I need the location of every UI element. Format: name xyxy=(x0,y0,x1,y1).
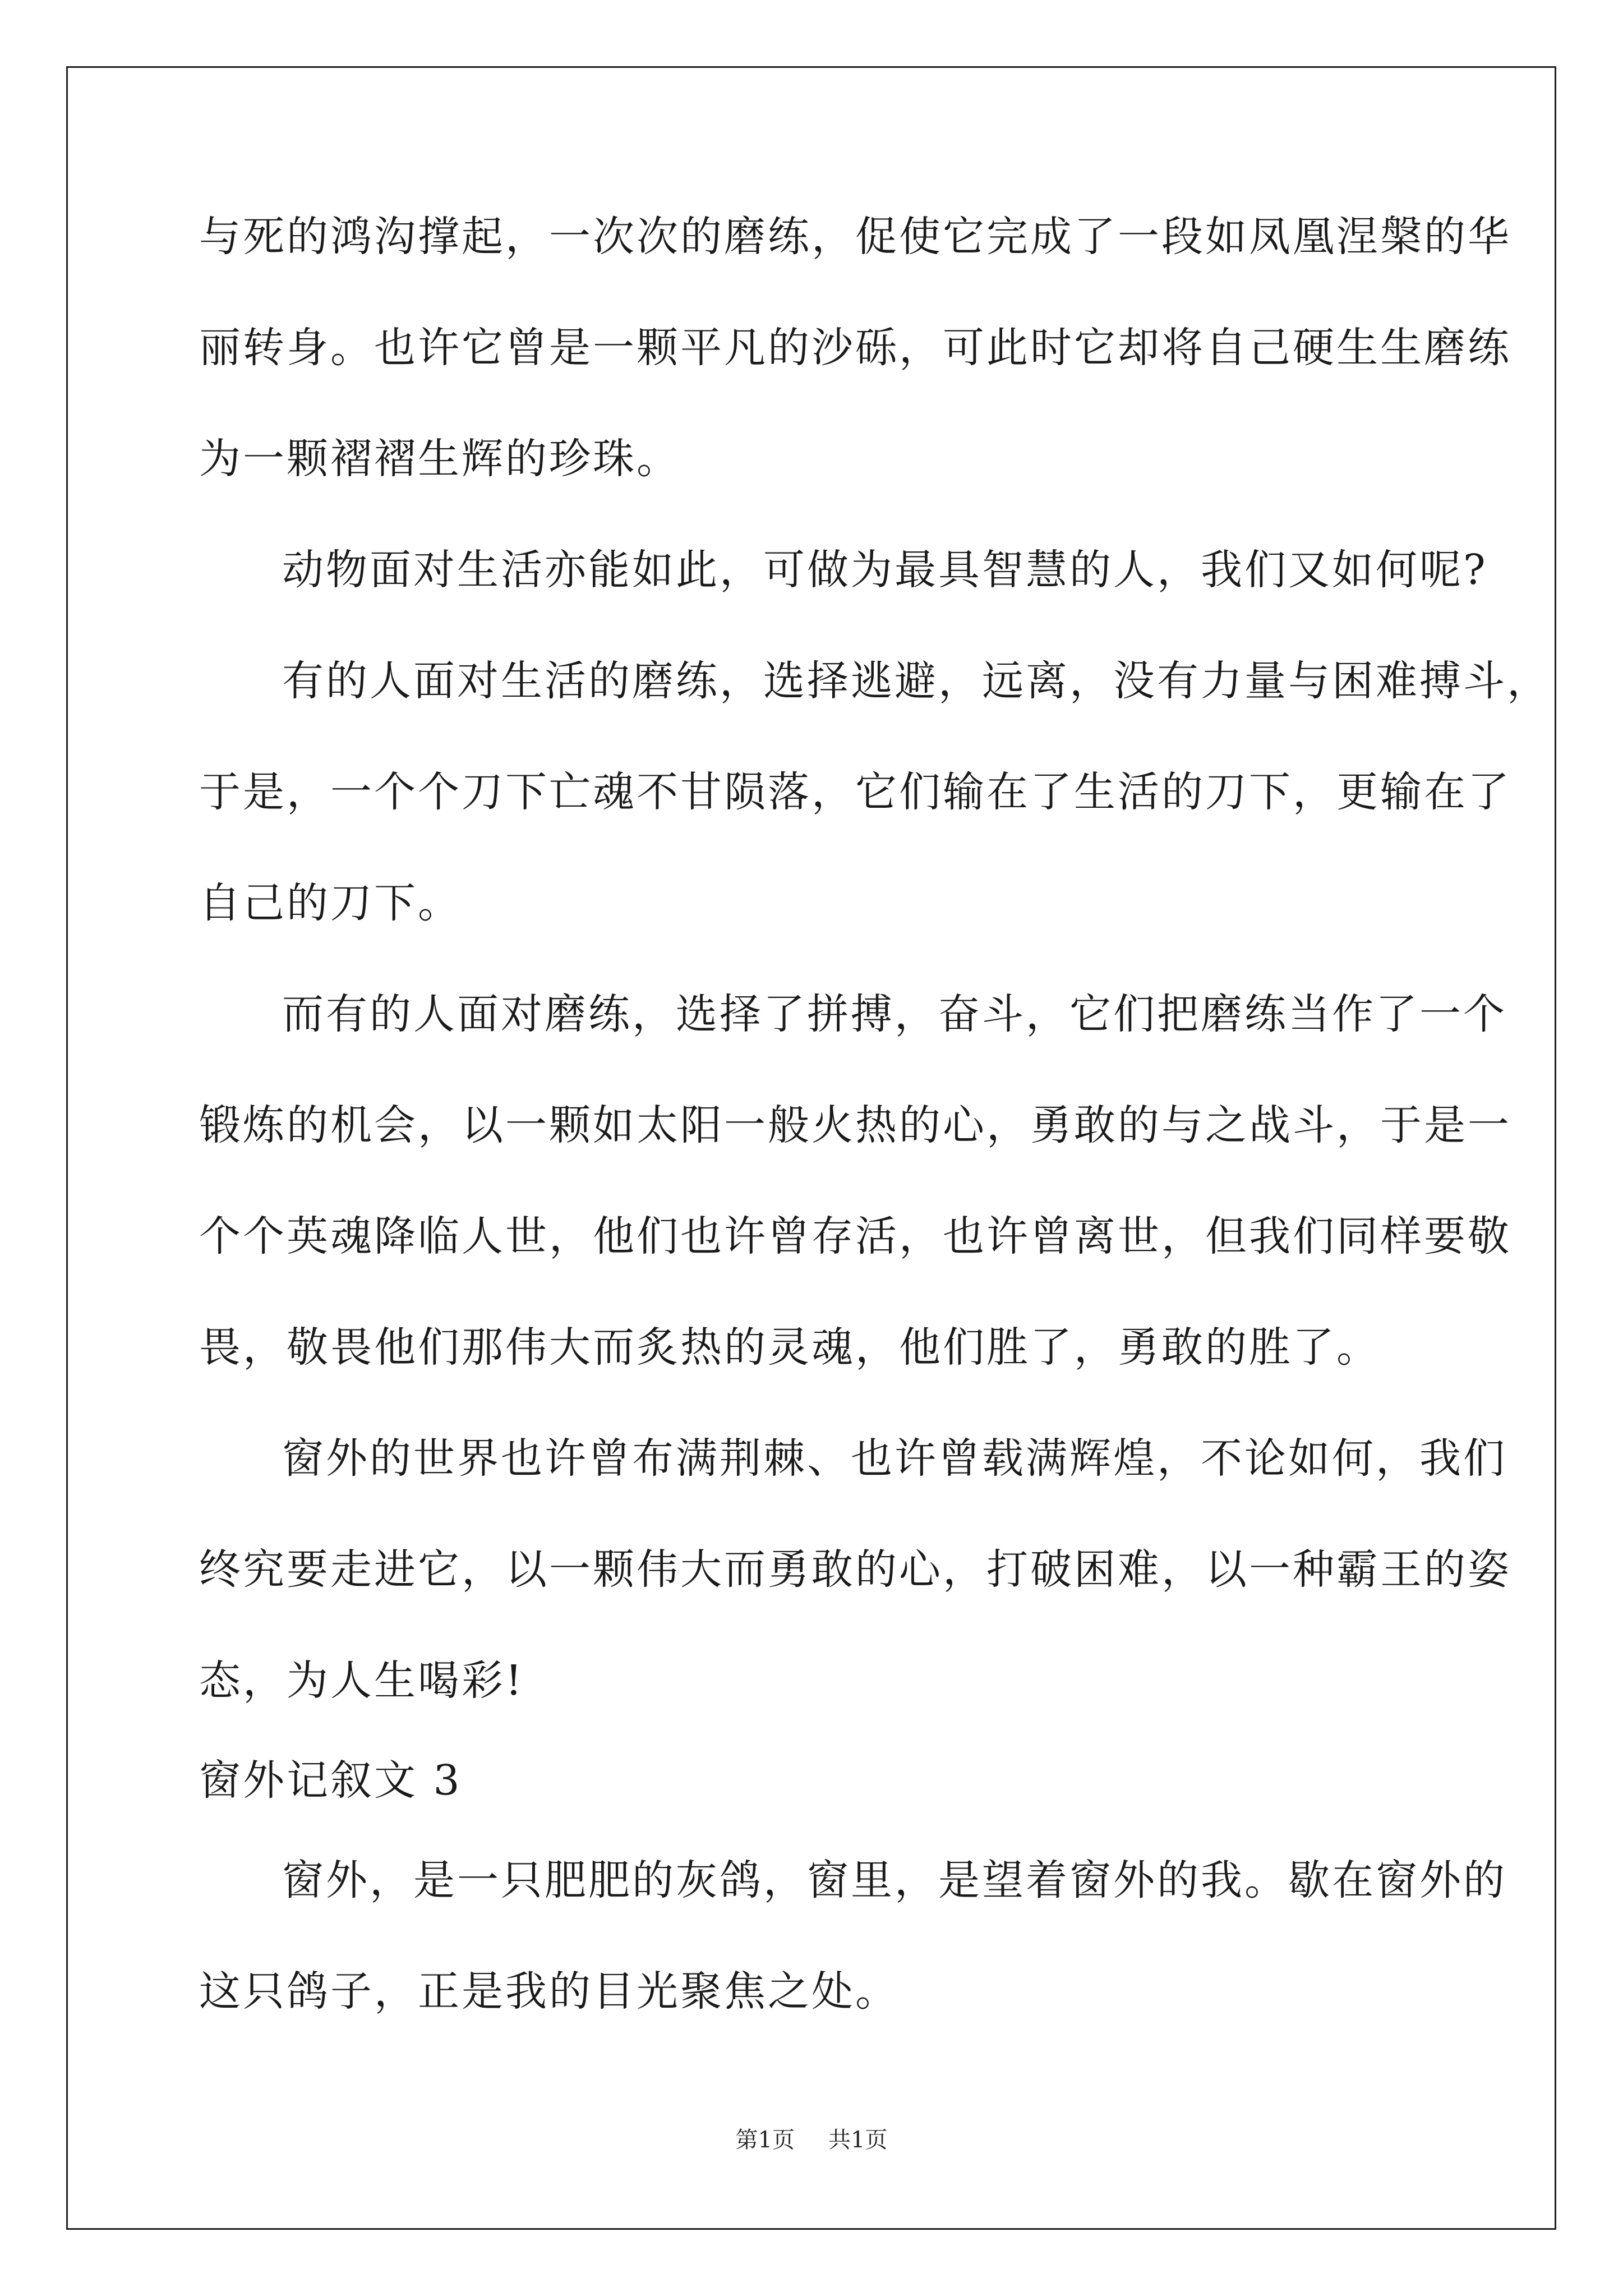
section-heading: 窗外记叙文 3 xyxy=(199,1756,462,1805)
text-line: 锻炼的机会，以一颗如太阳一般火热的心，勇敢的与之战斗，于是一 xyxy=(199,1101,1511,1149)
page-number: 第1页 xyxy=(735,2127,795,2153)
paragraph-start-line: 有的人面对生活的磨练，选择逃避，远离，没有力量与困难搏斗， xyxy=(282,657,1551,705)
text-line: 这只鸽子，正是我的目光聚焦之处。 xyxy=(199,1967,899,2016)
text-line: 畏，敬畏他们那伟大而炙热的灵魂，他们胜了，勇敢的胜了。 xyxy=(199,1323,1380,1372)
text-line: 与死的鸿沟撑起，一次次的磨练，促使它完成了一段如凤凰涅槃的华 xyxy=(199,213,1511,261)
page-footer xyxy=(0,2129,1623,2151)
text-line: 为一颗褶褶生辉的珍珠。 xyxy=(199,435,680,483)
paragraph-start-line: 动物面对生活亦能如此，可做为最具智慧的人，我们又如何呢? xyxy=(282,546,1488,594)
text-line: 个个英魂降临人世，他们也许曾存活，也许曾离世，但我们同样要敬 xyxy=(199,1212,1511,1260)
paragraph-start-line: 而有的人面对磨练，选择了拼搏，奋斗，它们把磨练当作了一个 xyxy=(282,990,1507,1038)
paragraph-start-line: 窗外的世界也许曾布满荆棘、也许曾载满辉煌，不论如何，我们 xyxy=(282,1434,1507,1483)
page-total: 共1页 xyxy=(828,2127,888,2153)
paragraph-start-line: 窗外，是一只肥肥的灰鸽，窗里，是望着窗外的我。歇在窗外的 xyxy=(282,1856,1507,1904)
text-line: 于是，一个个刀下亡魂不甘陨落，它们输在了生活的刀下，更输在了 xyxy=(199,768,1511,816)
text-line: 态，为人生喝彩! xyxy=(199,1657,524,1705)
text-line: 自己的刀下。 xyxy=(199,879,462,927)
text-line: 终究要走进它，以一颗伟大而勇敢的心，打破困难，以一种霸王的姿 xyxy=(199,1545,1511,1594)
text-line: 丽转身。也许它曾是一颗平凡的沙砾，可此时它却将自己硬生生磨练 xyxy=(199,324,1511,372)
